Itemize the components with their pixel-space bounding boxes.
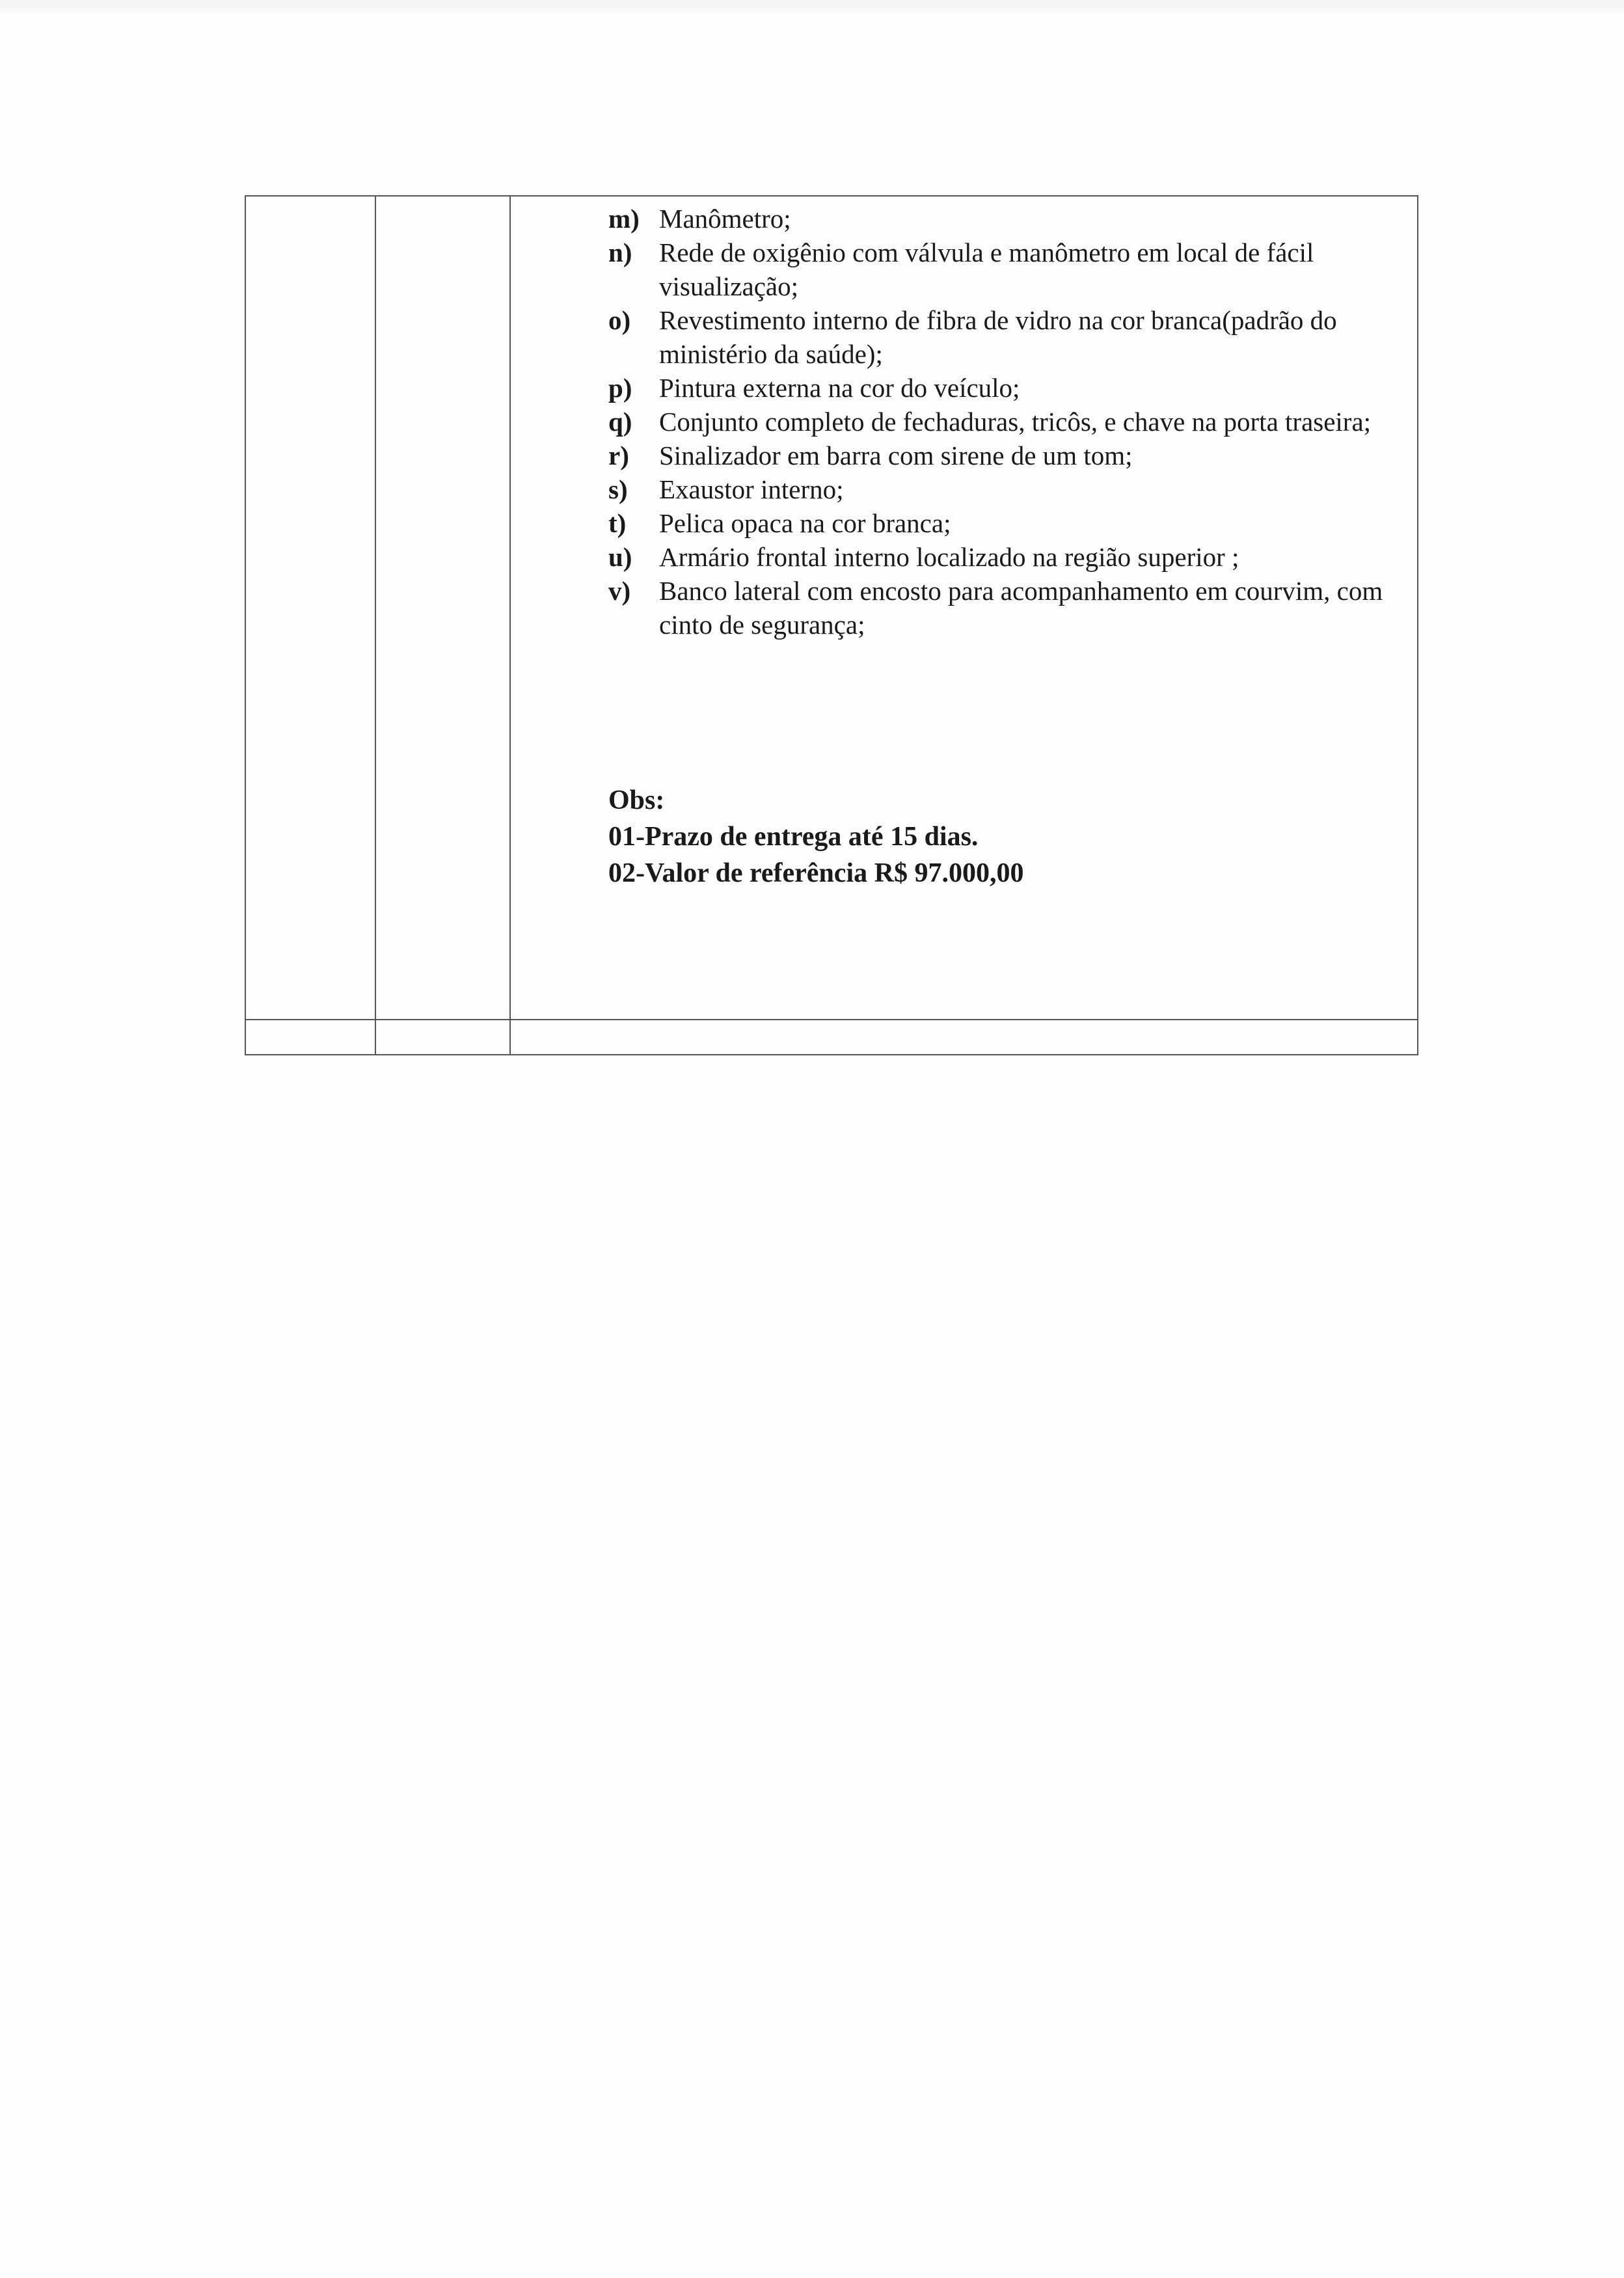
item-text: Exaustor interno; <box>659 474 844 504</box>
item-letter: p) <box>608 373 632 403</box>
list-item <box>608 506 1398 540</box>
quantity-cell <box>375 196 510 1020</box>
list-item <box>608 202 1398 236</box>
item-letter: m) <box>608 204 640 234</box>
description-content <box>511 197 1417 891</box>
item-letter: o) <box>608 305 631 335</box>
item-letter: t) <box>608 508 627 538</box>
item-letter: u) <box>608 542 632 572</box>
item-text: Manômetro; <box>659 204 791 234</box>
item-text: Conjunto completo de fechaduras, tricôs, e chave na porta traseira; <box>659 407 1372 437</box>
specification-table <box>245 195 1418 1055</box>
list-item <box>608 303 1398 371</box>
list-item <box>608 236 1398 303</box>
item-letter: s) <box>608 474 628 504</box>
list-item <box>608 405 1398 439</box>
scan-edge <box>0 0 1624 16</box>
item-number-cell <box>245 196 375 1020</box>
item-list <box>608 202 1398 642</box>
list-item <box>608 439 1398 472</box>
empty-cell <box>375 1020 510 1055</box>
item-letter: v) <box>608 576 631 606</box>
item-text: Revestimento interno de fibra de vidro na cor branca(padrão do ministério da saúde); <box>659 305 1337 369</box>
item-text: Pelica opaca na cor branca; <box>659 508 951 538</box>
item-text: Banco lateral com encosto para acompanhamento em courvim, com cinto de segurança; <box>659 576 1383 640</box>
description-cell <box>510 196 1418 1020</box>
list-item <box>608 540 1398 574</box>
obs-heading: Obs: <box>608 785 665 815</box>
obs-delivery-deadline: 01-Prazo de entrega até 15 dias. <box>608 822 979 852</box>
observations <box>608 782 1398 891</box>
item-text: Pintura externa na cor do veículo; <box>659 373 1020 403</box>
item-text: Armário frontal interno localizado na região superior ; <box>659 542 1239 572</box>
list-item <box>608 371 1398 405</box>
item-letter: n) <box>608 237 632 267</box>
table-row <box>245 1020 1418 1055</box>
obs-reference-value: 02-Valor de referência R$ 97.000,00 <box>608 858 1024 888</box>
item-text: Sinalizador em barra com sirene de um tom; <box>659 441 1133 470</box>
item-text: Rede de oxigênio com válvula e manômetro em local de fácil visualização; <box>659 237 1314 301</box>
empty-cell <box>245 1020 375 1055</box>
item-letter: q) <box>608 407 632 437</box>
item-letter: r) <box>608 441 629 470</box>
empty-cell <box>510 1020 1418 1055</box>
list-item <box>608 574 1398 642</box>
table-row <box>245 196 1418 1020</box>
list-item <box>608 472 1398 506</box>
